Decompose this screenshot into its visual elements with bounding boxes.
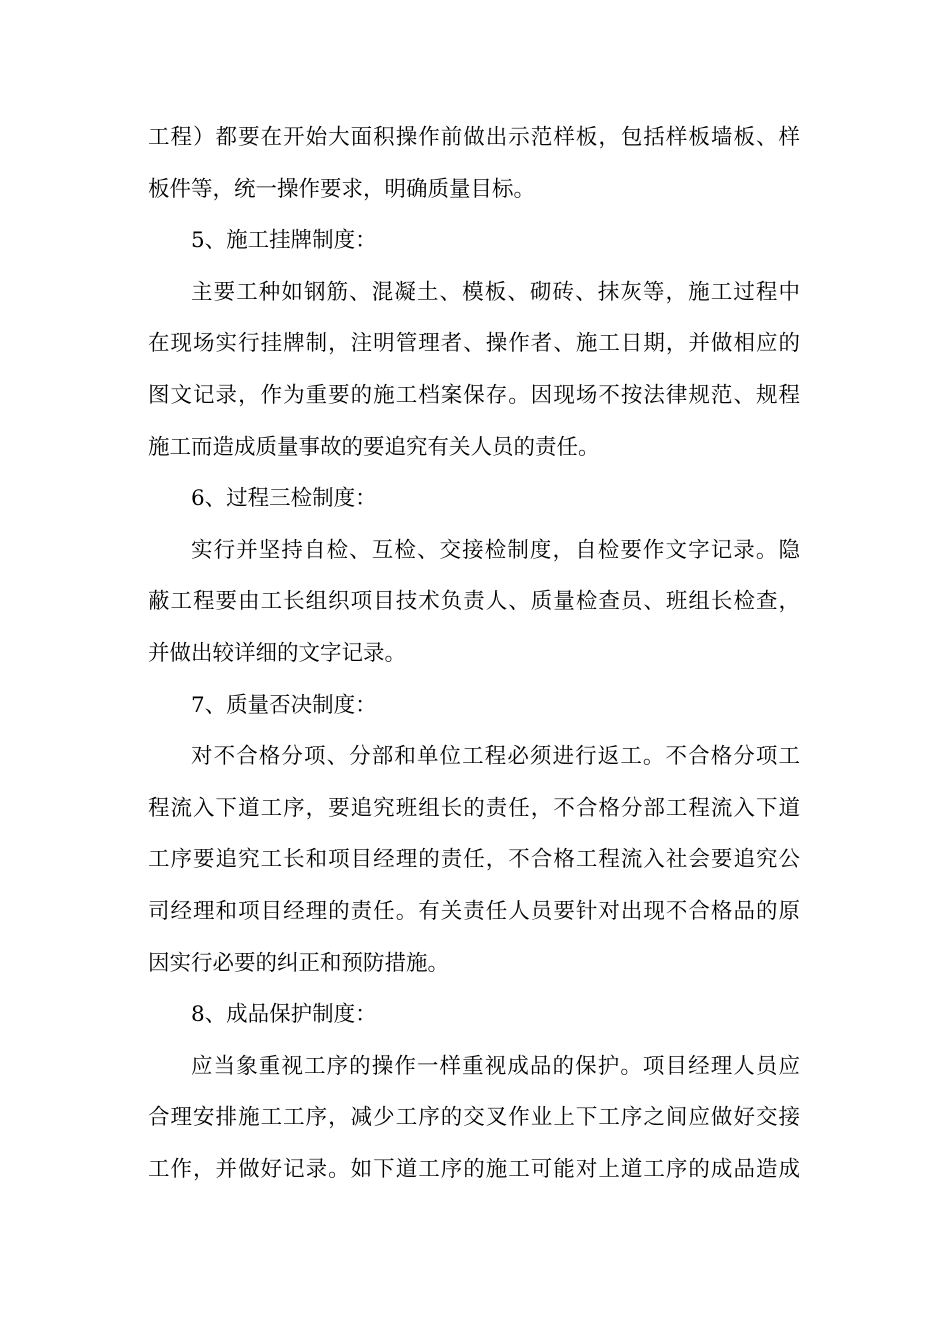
text-line: 工作，并做好记录。如下道工序的施工可能对上道工序的成品造成 [148, 1156, 800, 1182]
text-line: 程流入下道工序，要追究班组长的责任，不合格分部工程流入下道 [148, 795, 800, 821]
text-line: 工程）都要在开始大面积操作前做出示范样板，包括样板墙板、样 [148, 125, 800, 150]
section-heading: 5、施工挂牌制度： [191, 228, 377, 254]
section-heading: 7、质量否决制度： [191, 692, 377, 718]
text-line: 施工而造成质量事故的要追究有关人员的责任。 [148, 434, 600, 460]
text-line: 在现场实行挂牌制，注明管理者、操作者、施工日期，并做相应的 [148, 331, 800, 357]
document-body [148, 112, 800, 1195]
text-line: 实行并坚持自检、互检、交接检制度，自检要作文字记录。隐 [191, 537, 800, 563]
text-line: 应当象重视工序的操作一样重视成品的保护。项目经理人员应 [191, 1053, 800, 1079]
text-line: 工序要追究工长和项目经理的责任，不合格工程流入社会要追究公 [148, 847, 800, 873]
text-line: 合理安排施工工序，减少工序的交叉作业上下工序之间应做好交接 [148, 1105, 800, 1131]
text-line: 板件等，统一操作要求，明确质量目标。 [148, 176, 536, 202]
text-line: 并做出较详细的文字记录。 [148, 640, 407, 666]
text-line: 对不合格分项、分部和单位工程必须进行返工。不合格分项工 [191, 744, 800, 770]
text-line: 图文记录，作为重要的施工档案保存。因现场不按法律规范、规程 [148, 382, 800, 408]
text-line: 蔽工程要由工长组织项目技术负责人、质量检查员、班组长检查， [148, 589, 800, 615]
section-heading: 8、成品保护制度： [191, 1002, 377, 1028]
text-line: 主要工种如钢筋、混凝土、模板、砌砖、抹灰等，施工过程中 [191, 279, 800, 305]
section-heading: 6、过程三检制度： [191, 486, 377, 512]
text-line: 司经理和项目经理的责任。有关责任人员要针对出现不合格品的原 [148, 898, 800, 924]
text-line: 因实行必要的纠正和预防措施。 [148, 950, 450, 976]
